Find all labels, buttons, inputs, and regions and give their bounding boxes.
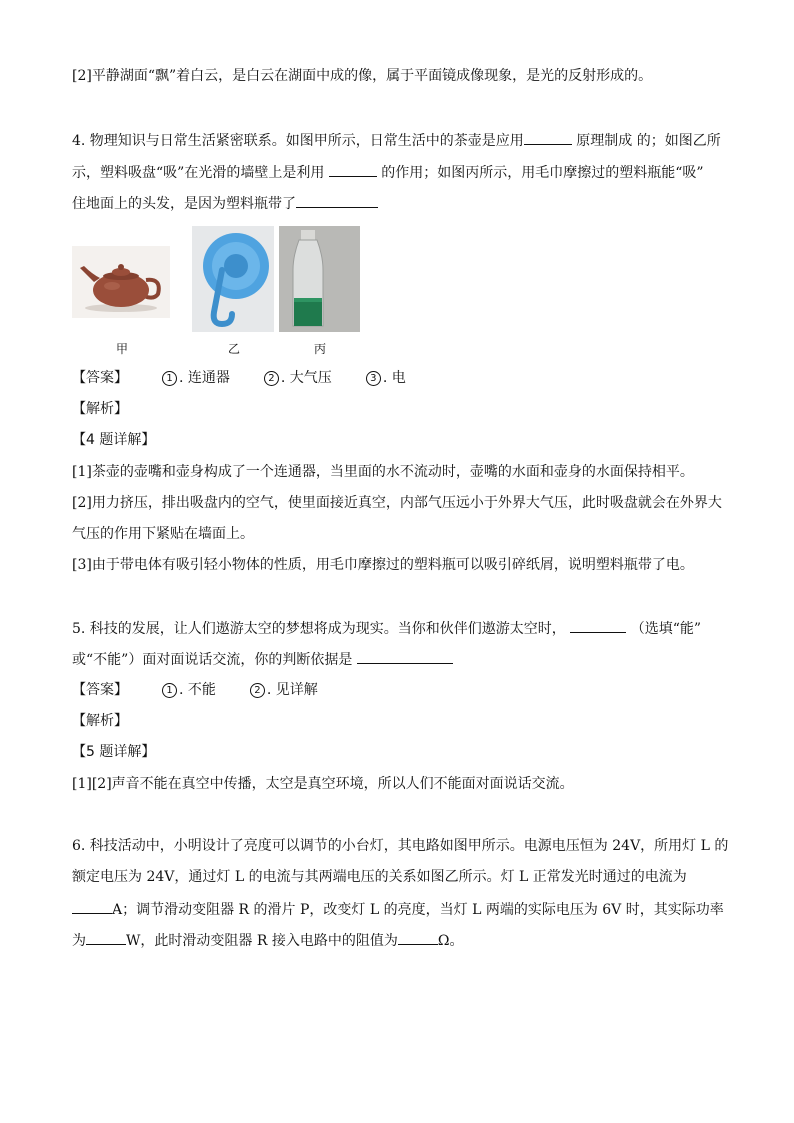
q4-answer-2: 2 . 大气压 bbox=[264, 370, 332, 386]
q6-stem-line-1: 6. 科技活动中，小明设计了亮度可以调节的小台灯，其电路如图甲所示。电源电压恒为 24V，所用灯 L 的 bbox=[72, 838, 729, 854]
q5-blank-1[interactable] bbox=[570, 618, 626, 633]
q4-detail-line-3: 气压的作用下紧贴在墙面上。 bbox=[72, 526, 254, 542]
caption-bing: 丙 bbox=[314, 342, 327, 356]
q5-analysis-label: 【解析】 bbox=[72, 713, 128, 729]
q6-stem-line-3: A；调节滑动变阻器 R 的滑片 P，改变灯 L 的亮度，当灯 L 两端的实际电压为 6V 时，其实际功率 bbox=[72, 899, 724, 920]
answer-label: 【答案】 bbox=[72, 370, 128, 386]
q4-answer-1: 1 . 连通器 bbox=[162, 370, 230, 386]
q4-analysis-label: 【解析】 bbox=[72, 401, 128, 417]
q5-stem-line-1: 5. 科技的发展，让人们遨游太空的梦想将成为现实。当你和伙伴们遨游太空时， （选填“能” bbox=[72, 618, 701, 639]
q5-blank-2[interactable] bbox=[357, 649, 453, 664]
caption-jia: 甲 bbox=[116, 342, 129, 356]
q5-answer-2: 2 . 见详解 bbox=[250, 682, 318, 698]
q4-stem-line-2: 示，塑料吸盘“吸”在光滑的墙壁上是利用 的作用；如图丙所示，用毛巾摩擦过的塑料瓶能“吸” bbox=[72, 162, 704, 183]
q6-stem-line-2: 额定电压为 24V，通过灯 L 的电流与其两端电压的关系如图乙所示。灯 L 正常发光时通过的电流为 bbox=[72, 869, 687, 885]
q4-detail-label: 【4 题详解】 bbox=[72, 432, 156, 448]
q3-explanation-line: [2]平静湖面“飘”着白云，是白云在湖面中成的像，属于平面镜成像现象，是光的反射形成的。 bbox=[72, 68, 653, 84]
suction-hook-figure bbox=[192, 226, 274, 332]
q6-blank-1[interactable] bbox=[72, 899, 112, 914]
answer-label: 【答案】 bbox=[72, 682, 128, 698]
q6-blank-3[interactable] bbox=[398, 930, 438, 945]
q4-blank-2[interactable] bbox=[329, 162, 377, 177]
caption-yi: 乙 bbox=[228, 342, 241, 356]
teapot-figure bbox=[72, 246, 170, 318]
q6-stem-line-4: 为 W，此时滑动变阻器 R 接入电路中的阻值为 Ω。 bbox=[72, 930, 463, 951]
q4-detail-line-1: [1]茶壶的壶嘴和壶身构成了一个连通器，当里面的水不流动时，壶嘴的水面和壶身的水面保持相平。 bbox=[72, 464, 694, 480]
q4-stem-line-1: 4. 物理知识与日常生活紧密联系。如图甲所示，日常生活中的茶壶是应用 原理制成 的；如图乙所 bbox=[72, 130, 721, 151]
q4-blank-3[interactable] bbox=[296, 193, 378, 208]
q5-answer-1: 1 . 不能 bbox=[162, 682, 216, 698]
q5-answer-row bbox=[72, 680, 318, 700]
plastic-bottle-figure bbox=[279, 226, 360, 332]
q4-answer-row bbox=[72, 368, 406, 388]
q4-detail-line-2: [2]用力挤压，排出吸盘内的空气，使里面接近真空，内部气压远小于外界大气压，此时吸盘就会在外界大 bbox=[72, 495, 722, 511]
q4-detail-line-4: [3]由于带电体有吸引轻小物体的性质，用毛巾摩擦过的塑料瓶可以吸引碎纸屑，说明塑料瓶带了电。 bbox=[72, 557, 694, 573]
q5-detail-line-1: [1][2]声音不能在真空中传播，太空是真空环境，所以人们不能面对面说话交流。 bbox=[72, 776, 574, 792]
q4-stem-line-3: 住地面上的头发，是因为塑料瓶带了 bbox=[72, 193, 378, 214]
q4-answer-3: 3 . 电 bbox=[366, 370, 406, 386]
q5-stem-line-2: 或“不能”）面对面说话交流，你的判断依据是 bbox=[72, 649, 453, 670]
q6-blank-2[interactable] bbox=[86, 930, 126, 945]
q5-detail-label: 【5 题详解】 bbox=[72, 744, 156, 760]
q4-blank-1[interactable] bbox=[524, 130, 572, 145]
